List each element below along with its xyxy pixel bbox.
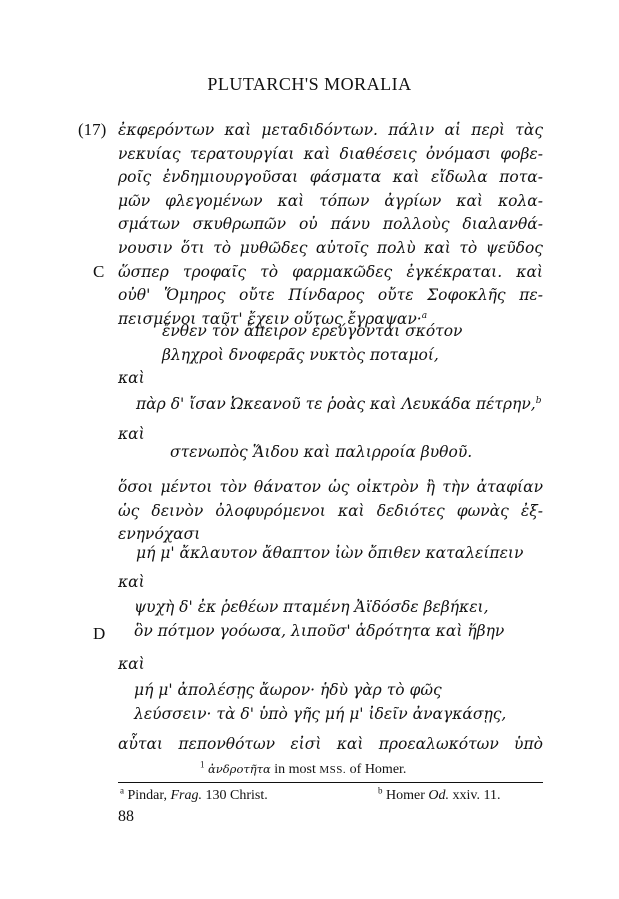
footnote-a-italic: Frag.	[170, 788, 202, 803]
verse-line	[136, 393, 541, 417]
footnote-a-mark: a	[120, 785, 124, 796]
footnote-rule	[118, 782, 543, 783]
text-line: νεκυίας τερατουργίαι καὶ διαθέσεις ὀνόμασι φοβε-	[118, 144, 543, 163]
text-line: μῶν φλεγομένων καὶ τόπων ἀγρίων καὶ κολα-	[118, 191, 543, 210]
verse-quote-1	[162, 320, 462, 367]
footnote-b-mark: b	[378, 785, 383, 796]
verse-line: ψυχὴ δ' ἐκ ῥεθέων πταμένη Ἀϊδόσδε βεβήκει,	[134, 598, 489, 616]
footnote-b-italic: Od.	[428, 788, 450, 803]
textual-note-text: in most	[270, 762, 320, 777]
verse-quote-4	[136, 542, 523, 566]
verse-quote-6	[134, 679, 506, 726]
margin-letter-c: C	[93, 262, 105, 281]
text-line: ἐκφερόντων καὶ μεταδιδόντων. πάλιν αἱ περὶ τὰς	[118, 121, 543, 139]
verse-line-content: ὃν πότμον γοόωσα, λιποῦσ' ἁδρότητα καὶ ἥβην	[134, 621, 505, 640]
verse-line: μή μ' ἀπολέσῃς ἄωρον· ἡδὺ γὰρ τὸ φῶς	[134, 681, 442, 699]
textual-note-word: ἀνδροτῆτα	[208, 762, 271, 776]
textual-note	[200, 759, 407, 778]
verse-quote-2	[136, 393, 541, 417]
textual-note-text: of Homer.	[346, 762, 407, 777]
section-number: (17)	[78, 120, 107, 139]
connector-kai-4: καὶ	[118, 655, 145, 673]
connector-kai-1: καὶ	[118, 369, 145, 387]
footnote-ref-a: a	[421, 310, 428, 321]
text-line: οὐθ' Ὅμηρος οὔτε Πίνδαρος οὔτε Σοφοκλῆς πε-	[118, 286, 543, 305]
footnote-b-text: Homer	[386, 788, 429, 803]
verse-line: ἔνθεν τὸν ἄπειρον ἐρεύγονται σκότον	[162, 322, 463, 340]
footnote-a-text: 130 Christ.	[202, 788, 268, 803]
footnote-b-text: xxiv. 11.	[449, 788, 501, 803]
paragraph-1	[118, 119, 543, 331]
text-line: αὗται πεπονθότων εἰσὶ καὶ προεαλωκότων ὑπὸ	[118, 735, 543, 753]
connector-kai-2: καὶ	[118, 425, 145, 443]
text-line: νουσιν ὅτι τὸ μυθῶδες αὐτοῖς πολὺ καὶ τὸ ψεῦδος	[118, 238, 543, 257]
text-line: ροῖς ἐνδημιουργοῦσαι φάσματα καὶ εἴδωλα ποτα-	[118, 168, 543, 187]
verse-line: μή μ' ἄκλαυτον ἄθαπτον ἰὼν ὄπιθεν καταλείπειν	[136, 544, 524, 562]
text-line: σμάτων σκυθρωπῶν οὐ πάνυ πολλοὺς διαλανθά-	[118, 215, 543, 234]
paragraph-2	[118, 476, 543, 547]
footnote-a-text: Pindar,	[127, 788, 171, 803]
running-head: PLUTARCH'S MORALIA	[207, 74, 412, 94]
text-line-content: πεισμένοι ταῦτ' ἔχειν οὕτως ἔγραψαν·	[118, 309, 422, 328]
footnote-a	[120, 785, 268, 804]
textual-note-number: 1	[200, 759, 205, 770]
verse-quote-5	[134, 596, 504, 643]
verse-quote-3	[170, 441, 472, 465]
text-line: ενηνόχασι	[118, 525, 201, 544]
verse-line: λεύσσειν· τὰ δ' ὑπὸ γῆς μή μ' ἰδεῖν ἀναγκάσῃς,	[134, 704, 507, 723]
paragraph-3	[118, 733, 543, 757]
page-number: 88	[118, 808, 134, 825]
verse-line: στενωπὸς Ἅιδου καὶ παλιρροία βυθοῦ.	[170, 443, 473, 461]
verse-line: βληχροὶ δνοφερᾶς νυκτὸς ποταμοί,	[162, 345, 439, 364]
verse-line	[134, 620, 504, 644]
textual-note-mss: MSS.	[319, 764, 347, 776]
footnote-b	[378, 785, 501, 804]
text-line: ὥσπερ τροφαῖς τὸ φαρμακῶδες ἐγκέκραται. καὶ	[118, 262, 543, 281]
connector-kai-3: καὶ	[118, 573, 145, 591]
footnote-ref-b: b	[535, 395, 542, 406]
margin-letter-d: D	[93, 624, 106, 643]
verse-line-content: πὰρ δ' ἴσαν Ὠκεανοῦ τε ῥοὰς καὶ Λευκάδα πέτρην,	[136, 395, 536, 413]
text-line: ὅσοι μέντοι τὸν θάνατον ὡς οἰκτρὸν ἢ τὴν ἀταφίαν	[118, 478, 543, 496]
text-line: ὡς δεινὸν ὀλοφυρόμενοι καὶ δεδιότες φωνὰς ἐξ-	[118, 501, 543, 520]
